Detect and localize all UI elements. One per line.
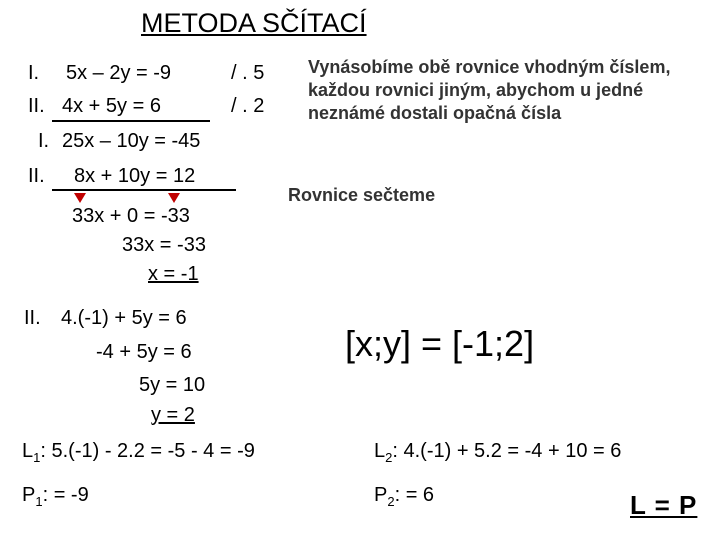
divider-line-2 [52, 189, 236, 191]
check-l2: $L_2$: 4.(-1) + 5.2 = -4 + 10 = 6 [374, 440, 622, 465]
multiplier-2: / . 2 [231, 95, 265, 117]
result-x: x = -1 [148, 263, 199, 285]
note-multiply-line-1: Vynásobíme obě rovnice vhodným číslem, [308, 57, 671, 77]
subst-step-2: -4 + 5y = 6 [96, 341, 192, 363]
subst-step-3: 5y = 10 [139, 374, 206, 396]
check-p1: $P_1$: = -9 [22, 484, 89, 509]
check-l1: $L_1$: 5.(-1) - 2.2 = -5 - 4 = -9 [22, 440, 255, 465]
solution: [x;y] = [-1;2] [345, 323, 535, 364]
arrow-down-icon [74, 193, 86, 203]
equation-1: 5x – 2y = -9 [66, 62, 172, 84]
arrow-down-icon [168, 193, 180, 203]
subst-label: II. [24, 307, 41, 329]
eq-label-i-mult: I. [38, 130, 50, 152]
sum-simplified: 33x = -33 [122, 234, 206, 256]
result-y: y = 2 [151, 404, 195, 426]
equation-1-multiplied: 25x – 10y = -45 [62, 130, 201, 152]
page-title: METODA SČÍTACÍ [141, 8, 367, 38]
note-add: Rovnice sečteme [288, 185, 436, 205]
subst-step-1: 4.(-1) + 5y = 6 [61, 307, 187, 329]
eq-label-i: I. [28, 62, 40, 84]
multiplier-1: / . 5 [231, 62, 265, 84]
check-p2: $P_2$: = 6 [374, 484, 435, 509]
sum-equation: 33x + 0 = -33 [72, 205, 190, 227]
note-multiply-line-2: každou rovnici jiným, abychom u jedné [308, 80, 644, 100]
conclusion: L = P [630, 490, 698, 520]
eq-label-ii-mult: II. [28, 165, 45, 187]
equation-2-multiplied: 8x + 10y = 12 [74, 165, 196, 187]
note-multiply-line-3: neznámé dostali opačná čísla [308, 103, 562, 123]
divider-line-1 [52, 120, 210, 122]
eq-label-ii: II. [28, 95, 45, 117]
equation-2: 4x + 5y = 6 [62, 95, 161, 117]
